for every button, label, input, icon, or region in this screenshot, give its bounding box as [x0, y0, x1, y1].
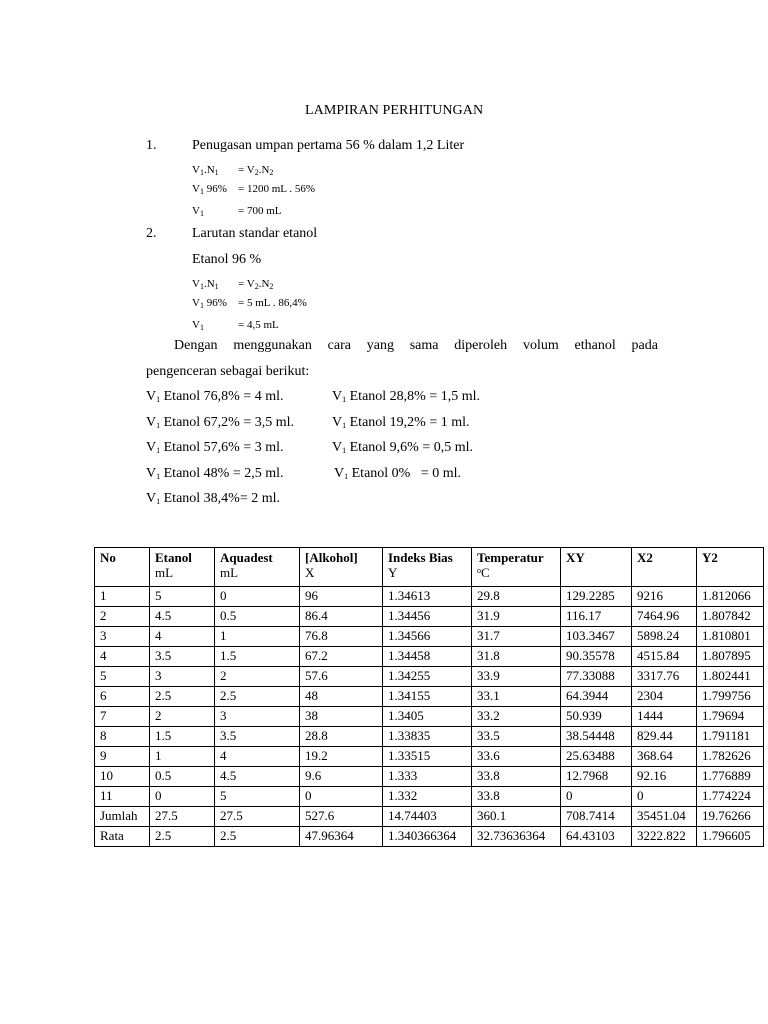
dilution-text: V — [332, 389, 343, 404]
dilution-text: V — [334, 466, 345, 481]
section-subheading — [192, 252, 261, 268]
table-cell: 708.7414 — [561, 807, 632, 827]
dilution-text: Etanol 57,6% = 3 ml. — [160, 440, 284, 455]
dilution-subscript: 1 — [156, 472, 161, 481]
dilution-subscript: 1 — [344, 472, 349, 481]
header-unit — [477, 565, 555, 580]
dilution-item — [146, 466, 284, 482]
table-cell: 2.5 — [215, 827, 300, 847]
header-cell — [472, 548, 561, 587]
table-cell: 29.8 — [472, 587, 561, 607]
table-cell: 1.802441 — [697, 667, 764, 687]
table-cell: 4 — [95, 647, 150, 667]
table-cell: 2.5 — [215, 687, 300, 707]
paragraph — [146, 338, 658, 379]
table-cell: 116.17 — [561, 607, 632, 627]
table-cell: 0 — [632, 787, 697, 807]
dilution-text: V — [332, 415, 343, 430]
table-cell: 1.776889 — [697, 767, 764, 787]
section-number: 1. — [146, 138, 157, 153]
table-cell: 50.939 — [561, 707, 632, 727]
dilution-text: Etanol 19,2% = 1 ml. — [346, 415, 470, 430]
eq-text: V — [192, 183, 200, 195]
table-cell: 27.5 — [150, 807, 215, 827]
word: yang — [366, 338, 394, 353]
dilution-subscript: 1 — [156, 497, 161, 506]
table-row — [95, 767, 764, 787]
table-cell: 77.33088 — [561, 667, 632, 687]
table-cell: 1.34566 — [383, 627, 472, 647]
dilution-text: V — [146, 389, 157, 404]
header-cell — [697, 548, 764, 587]
table-cell: 129.2285 — [561, 587, 632, 607]
eq-subscript: 1 — [199, 282, 204, 291]
table-cell: 11 — [95, 787, 150, 807]
table-row — [95, 627, 764, 647]
table-cell: 64.3944 — [561, 687, 632, 707]
table-cell: 1.5 — [150, 727, 215, 747]
dilution-item — [332, 415, 470, 431]
table-row — [95, 747, 764, 767]
paragraph-line-2: pengenceran sebagai berikut: — [146, 364, 310, 379]
table-row — [95, 607, 764, 627]
table-cell: 1.812066 — [697, 587, 764, 607]
table-cell: 5 — [215, 787, 300, 807]
table-cell: 35451.04 — [632, 807, 697, 827]
table-cell: 3222.822 — [632, 827, 697, 847]
table-cell: 31.8 — [472, 647, 561, 667]
section-title: Penugasan umpan pertama 56 % dalam 1,2 Liter — [192, 138, 465, 153]
header-label: X2 — [637, 550, 653, 565]
header-label: Y2 — [702, 550, 718, 565]
table-cell: 33.9 — [472, 667, 561, 687]
table-row — [95, 687, 764, 707]
dilution-item — [146, 389, 284, 405]
dilution-item — [146, 491, 280, 507]
table-cell: 3.5 — [150, 647, 215, 667]
header-label: [Alkohol] — [305, 550, 358, 565]
eq-text: .N — [203, 278, 215, 290]
table-cell: 7 — [95, 707, 150, 727]
eq-subscript: 1 — [214, 168, 219, 177]
table-cell: 19.76266 — [697, 807, 764, 827]
table-cell: 57.6 — [300, 667, 383, 687]
dilution-item — [332, 389, 480, 405]
dilution-text: Etanol 0% = 0 ml. — [348, 466, 462, 481]
table-cell: 360.1 — [472, 807, 561, 827]
section-1-heading — [146, 138, 646, 156]
table-cell: 1.3405 — [383, 707, 472, 727]
table-cell: 1.810801 — [697, 627, 764, 647]
dilution-item — [146, 415, 294, 431]
table-cell: 1.340366364 — [383, 827, 472, 847]
table-row — [95, 807, 764, 827]
eq-subscript: 1 — [199, 323, 204, 332]
word: diperoleh — [454, 338, 508, 353]
eq-subscript: 2 — [254, 282, 259, 291]
table-cell: 10 — [95, 767, 150, 787]
header-label: No — [100, 550, 116, 565]
eq-subscript: 1 — [199, 209, 204, 218]
table-row — [95, 667, 764, 687]
table-cell: 33.5 — [472, 727, 561, 747]
table-cell: 829.44 — [632, 727, 697, 747]
table-cell: 1444 — [632, 707, 697, 727]
eq-text: V — [192, 297, 200, 309]
table-cell: 1.33835 — [383, 727, 472, 747]
header-cell — [383, 548, 472, 587]
dilution-text: Etanol 38,4%= 2 ml. — [160, 491, 281, 506]
table-cell: 33.6 — [472, 747, 561, 767]
table-cell: 4515.84 — [632, 647, 697, 667]
word: menggunakan — [233, 338, 312, 353]
header-cell — [150, 548, 215, 587]
dilution-text: Etanol 67,2% = 3,5 ml. — [160, 415, 295, 430]
data-table — [94, 547, 764, 847]
header-label: Etanol — [155, 550, 192, 565]
dilution-item — [334, 466, 461, 482]
table-row — [95, 727, 764, 747]
table-cell: 0 — [150, 787, 215, 807]
eq-text: = 700 mL — [238, 205, 282, 217]
dilution-subscript: 1 — [156, 446, 161, 455]
header-unit: Y — [388, 565, 398, 580]
dilution-subscript: 1 — [156, 395, 161, 404]
header-label: Indeks Bias — [388, 550, 453, 565]
table-cell: 2 — [150, 707, 215, 727]
table-cell: 4.5 — [150, 607, 215, 627]
section-number: 2. — [146, 226, 157, 241]
table-cell: 25.63488 — [561, 747, 632, 767]
header-cell — [632, 548, 697, 587]
table-cell: 19.2 — [300, 747, 383, 767]
table-cell: 1.807842 — [697, 607, 764, 627]
eq-text: .N — [203, 164, 215, 176]
page-title: LAMPIRAN PERHITUNGAN — [305, 103, 484, 118]
table-cell: 67.2 — [300, 647, 383, 667]
table-row — [95, 787, 764, 807]
header-unit: mL — [220, 565, 239, 580]
dilution-text: V — [146, 466, 157, 481]
header-cell — [95, 548, 150, 587]
dilution-text: Etanol 9,6% = 0,5 ml. — [346, 440, 474, 455]
word: volum — [522, 338, 559, 353]
eq-subscript: 2 — [254, 168, 259, 177]
table-cell: 27.5 — [215, 807, 300, 827]
word: cara — [327, 338, 351, 353]
table-cell: 4 — [150, 627, 215, 647]
dilution-text: V — [332, 440, 343, 455]
table-cell: 12.7968 — [561, 767, 632, 787]
table-cell: 4 — [215, 747, 300, 767]
header-cell — [215, 548, 300, 587]
table-cell: 1.34155 — [383, 687, 472, 707]
header-cell — [300, 548, 383, 587]
word: ethanol — [574, 338, 616, 353]
table-cell: 9216 — [632, 587, 697, 607]
eq-text: = V — [238, 278, 255, 290]
table-cell: 1.79694 — [697, 707, 764, 727]
table-cell: 3.5 — [215, 727, 300, 747]
eq-text: 96% — [203, 297, 227, 309]
eq-text: = 5 mL . 86,4% — [238, 297, 307, 309]
table-cell: 47.96364 — [300, 827, 383, 847]
table-row — [95, 647, 764, 667]
dilution-text: Etanol 28,8% = 1,5 ml. — [346, 389, 481, 404]
table-cell: 1.5 — [215, 647, 300, 667]
table-cell: 33.8 — [472, 787, 561, 807]
table-cell: 2.5 — [150, 687, 215, 707]
table-cell: 7464.96 — [632, 607, 697, 627]
word: Dengan — [174, 338, 218, 353]
header-label: XY — [566, 550, 585, 565]
table-cell: 76.8 — [300, 627, 383, 647]
dilution-subscript: 1 — [156, 421, 161, 430]
table-row — [95, 707, 764, 727]
table-cell: 368.64 — [632, 747, 697, 767]
table-cell: 38 — [300, 707, 383, 727]
eq-text: V — [192, 164, 200, 176]
eq-text: = 1200 mL . 56% — [238, 183, 315, 195]
table-cell: 31.9 — [472, 607, 561, 627]
table-cell: 0.5 — [215, 607, 300, 627]
table-cell: 3 — [150, 667, 215, 687]
table-cell: 1.782626 — [697, 747, 764, 767]
eq-text: V — [192, 278, 200, 290]
table-cell: 1.34456 — [383, 607, 472, 627]
table-cell: 1 — [150, 747, 215, 767]
eq-text: .N — [258, 278, 270, 290]
header-label: Aquadest — [220, 550, 273, 565]
dilution-text: V — [146, 440, 157, 455]
table-cell: 2.5 — [150, 827, 215, 847]
section-2-heading — [146, 226, 646, 244]
table-cell: 48 — [300, 687, 383, 707]
table-cell: 14.74403 — [383, 807, 472, 827]
dilution-item — [146, 440, 284, 456]
eq-text: = V — [238, 164, 255, 176]
table-cell: 33.8 — [472, 767, 561, 787]
table-cell: 2 — [215, 667, 300, 687]
header-unit: X — [305, 565, 315, 580]
table-cell: 527.6 — [300, 807, 383, 827]
table-cell: 3317.76 — [632, 667, 697, 687]
table-cell: 1.791181 — [697, 727, 764, 747]
table-row — [95, 827, 764, 847]
table-cell: 86.4 — [300, 607, 383, 627]
table-cell: 1.796605 — [697, 827, 764, 847]
table-cell: 0.5 — [150, 767, 215, 787]
dilution-item — [332, 440, 473, 456]
eq-text: 96% — [203, 183, 227, 195]
table-cell: 96 — [300, 587, 383, 607]
dilution-subscript: 1 — [342, 421, 347, 430]
table-cell: 1.807895 — [697, 647, 764, 667]
table-cell: 32.73636364 — [472, 827, 561, 847]
eq-subscript: 1 — [199, 187, 204, 196]
table-cell: 9 — [95, 747, 150, 767]
table-cell: 2304 — [632, 687, 697, 707]
table-cell: 90.35578 — [561, 647, 632, 667]
table-cell: 1.333 — [383, 767, 472, 787]
table-cell: 9.6 — [300, 767, 383, 787]
table-cell: 1.33515 — [383, 747, 472, 767]
eq-subscript: 1 — [199, 168, 204, 177]
header-label: Temperatur — [477, 550, 544, 565]
dilution-text: Etanol 48% = 2,5 ml. — [160, 466, 284, 481]
eq-text: V — [192, 205, 200, 217]
table-cell: 1.332 — [383, 787, 472, 807]
table-cell: Rata — [95, 827, 150, 847]
eq-subscript: 1 — [199, 301, 204, 310]
eq-text: .N — [258, 164, 270, 176]
dilution-text: V — [146, 415, 157, 430]
table-cell: 92.16 — [632, 767, 697, 787]
header-unit: mL — [155, 565, 174, 580]
table-cell: 1.34255 — [383, 667, 472, 687]
table-body — [95, 587, 764, 847]
degree-symbol: o — [477, 566, 481, 575]
table-row — [95, 587, 764, 607]
dilution-text: Etanol 76,8% = 4 ml. — [160, 389, 284, 404]
table-cell: 1 — [95, 587, 150, 607]
header-cell — [561, 548, 632, 587]
paragraph-line-1 — [146, 338, 658, 354]
dilution-subscript: 1 — [342, 395, 347, 404]
eq-text: V — [192, 319, 200, 331]
table-cell: 103.3467 — [561, 627, 632, 647]
word: sama — [409, 338, 439, 353]
table-cell: 5 — [150, 587, 215, 607]
subheading-text: Etanol 96 % — [192, 252, 262, 267]
table-cell: 5898.24 — [632, 627, 697, 647]
table-cell: 38.54448 — [561, 727, 632, 747]
eq-subscript: 2 — [269, 282, 274, 291]
dilution-text: V — [146, 491, 157, 506]
table-cell: 2 — [95, 607, 150, 627]
eq-subscript: 2 — [269, 168, 274, 177]
section-title: Larutan standar etanol — [192, 226, 318, 241]
table-cell: 33.1 — [472, 687, 561, 707]
table-cell: 28.8 — [300, 727, 383, 747]
table-header-row — [95, 548, 764, 587]
table-cell: 1 — [215, 627, 300, 647]
table-cell: 1.34613 — [383, 587, 472, 607]
table-cell: 0 — [300, 787, 383, 807]
header-unit-text: C — [481, 565, 490, 580]
table-cell: 3 — [95, 627, 150, 647]
table-cell: 4.5 — [215, 767, 300, 787]
table-cell: 8 — [95, 727, 150, 747]
table-cell: 0 — [215, 587, 300, 607]
table-cell: 3 — [215, 707, 300, 727]
eq-subscript: 1 — [214, 282, 219, 291]
table-cell: 31.7 — [472, 627, 561, 647]
dilution-subscript: 1 — [342, 446, 347, 455]
table-cell: 1.774224 — [697, 787, 764, 807]
table-cell: 6 — [95, 687, 150, 707]
table-cell: Jumlah — [95, 807, 150, 827]
table-cell: 1.34458 — [383, 647, 472, 667]
table-cell: 1.799756 — [697, 687, 764, 707]
eq-text: = 4,5 mL — [238, 319, 279, 331]
table-cell: 33.2 — [472, 707, 561, 727]
word: pada — [631, 338, 658, 353]
table-cell: 64.43103 — [561, 827, 632, 847]
table-cell: 0 — [561, 787, 632, 807]
table-cell: 5 — [95, 667, 150, 687]
